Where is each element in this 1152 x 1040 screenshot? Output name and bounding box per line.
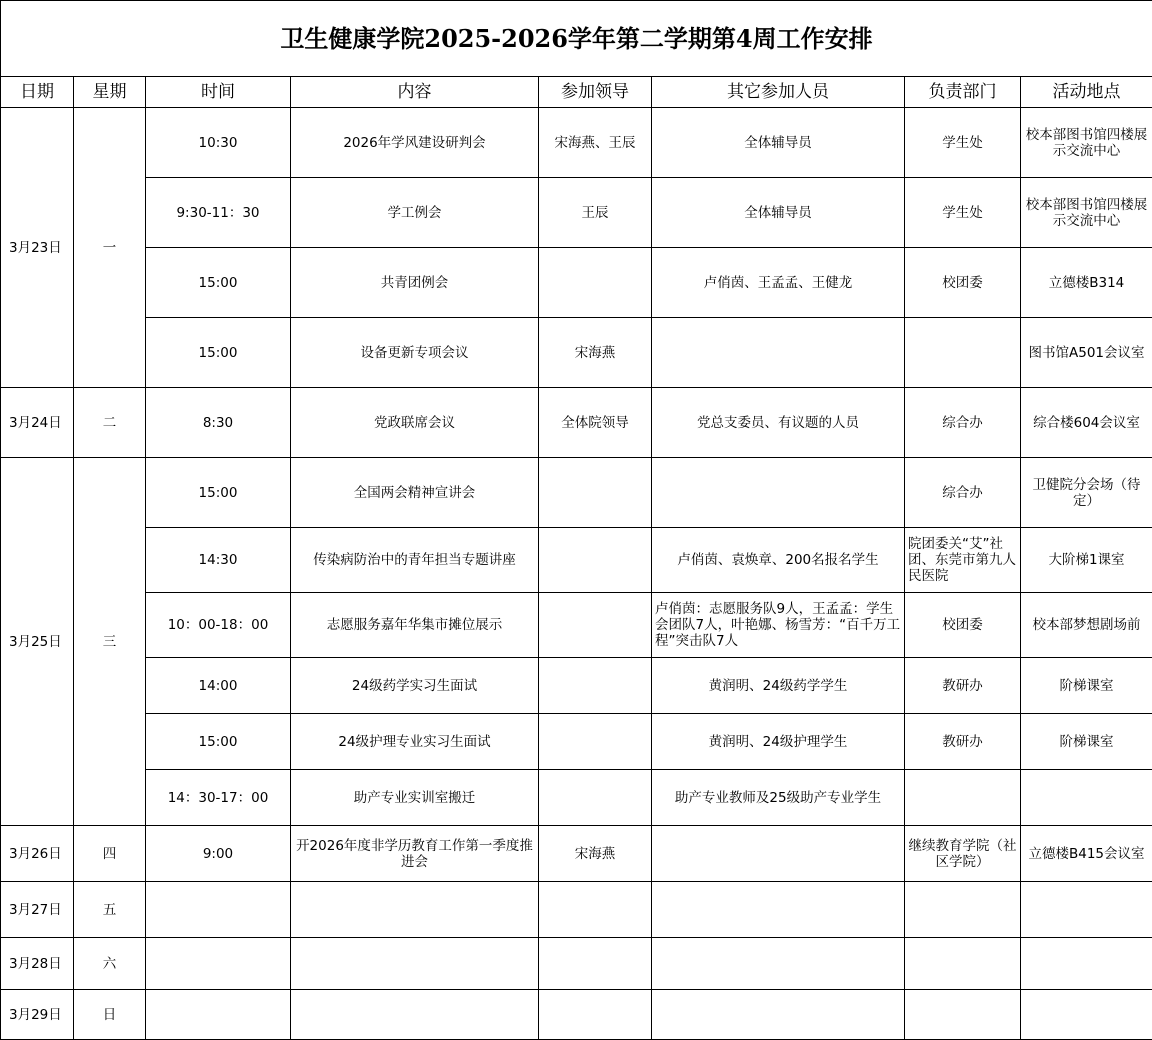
time-cell: 15:00	[146, 458, 291, 528]
weekday-cell: 六	[74, 938, 146, 990]
leaders-cell: 王辰	[539, 178, 652, 248]
content-cell: 全国两会精神宣讲会	[291, 458, 539, 528]
place-cell: 立德楼B415会议室	[1021, 826, 1152, 882]
place-cell: 立德楼B314	[1021, 248, 1152, 318]
table-row	[1, 458, 1152, 528]
page-title: 卫生健康学院2025-2026学年第二学期第4周工作安排	[1, 1, 1152, 77]
weekday-cell: 一	[74, 108, 146, 388]
place-cell: 阶梯课室	[1021, 658, 1152, 714]
header-weekday: 星期	[74, 77, 146, 108]
table-row	[1, 770, 1152, 826]
dept-cell: 综合办	[905, 388, 1021, 458]
header-others: 其它参加人员	[652, 77, 905, 108]
weekday-cell: 四	[74, 826, 146, 882]
time-cell: 10:30	[146, 108, 291, 178]
leaders-cell	[539, 770, 652, 826]
time-cell: 14:30	[146, 528, 291, 593]
dept-cell: 校团委	[905, 593, 1021, 658]
place-cell	[1021, 770, 1152, 826]
others-cell: 党总支委员、有议题的人员	[652, 388, 905, 458]
content-cell: 传染病防治中的青年担当专题讲座	[291, 528, 539, 593]
place-cell: 阶梯课室	[1021, 714, 1152, 770]
header-place: 活动地点	[1021, 77, 1152, 108]
content-cell	[291, 938, 539, 990]
place-cell: 校本部图书馆四楼展示交流中心	[1021, 178, 1152, 248]
weekday-cell: 二	[74, 388, 146, 458]
content-cell: 学工例会	[291, 178, 539, 248]
others-cell	[652, 318, 905, 388]
time-cell: 10：00-18：00	[146, 593, 291, 658]
header-row	[1, 77, 1152, 108]
place-cell: 大阶梯1课室	[1021, 528, 1152, 593]
time-cell: 9:00	[146, 826, 291, 882]
leaders-cell	[539, 458, 652, 528]
time-cell	[146, 882, 291, 938]
others-cell: 卢俏茵、袁焕章、200名报名学生	[652, 528, 905, 593]
others-cell: 卢俏茵、王孟孟、王健龙	[652, 248, 905, 318]
others-cell	[652, 458, 905, 528]
dept-cell	[905, 318, 1021, 388]
time-cell: 9:30-11：30	[146, 178, 291, 248]
leaders-cell	[539, 658, 652, 714]
table-row	[1, 938, 1152, 990]
time-cell: 15:00	[146, 318, 291, 388]
place-cell: 卫健院分会场（待定）	[1021, 458, 1152, 528]
others-cell	[652, 990, 905, 1040]
content-cell: 志愿服务嘉年华集市摊位展示	[291, 593, 539, 658]
content-cell: 24级护理专业实习生面试	[291, 714, 539, 770]
date-cell: 3月26日	[1, 826, 74, 882]
content-cell: 24级药学实习生面试	[291, 658, 539, 714]
content-cell	[291, 882, 539, 938]
time-cell: 14:00	[146, 658, 291, 714]
dept-cell	[905, 990, 1021, 1040]
header-dept: 负责部门	[905, 77, 1021, 108]
dept-cell: 学生处	[905, 178, 1021, 248]
leaders-cell	[539, 938, 652, 990]
dept-cell	[905, 770, 1021, 826]
dept-cell: 校团委	[905, 248, 1021, 318]
others-cell	[652, 882, 905, 938]
place-cell: 校本部图书馆四楼展示交流中心	[1021, 108, 1152, 178]
place-cell	[1021, 882, 1152, 938]
content-cell: 共青团例会	[291, 248, 539, 318]
leaders-cell: 宋海燕	[539, 318, 652, 388]
others-cell: 黄润明、24级药学学生	[652, 658, 905, 714]
time-cell: 15:00	[146, 248, 291, 318]
date-cell: 3月28日	[1, 938, 74, 990]
content-cell: 开2026年度非学历教育工作第一季度推进会	[291, 826, 539, 882]
place-cell: 图书馆A501会议室	[1021, 318, 1152, 388]
date-cell: 3月23日	[1, 108, 74, 388]
table-row	[1, 248, 1152, 318]
content-cell: 党政联席会议	[291, 388, 539, 458]
table-row	[1, 178, 1152, 248]
header-time: 时间	[146, 77, 291, 108]
leaders-cell: 全体院领导	[539, 388, 652, 458]
table-row	[1, 528, 1152, 593]
dept-cell: 继续教育学院（社区学院）	[905, 826, 1021, 882]
date-cell: 3月24日	[1, 388, 74, 458]
title-row	[1, 1, 1152, 77]
content-cell	[291, 990, 539, 1040]
table-row	[1, 593, 1152, 658]
table-row	[1, 826, 1152, 882]
time-cell	[146, 938, 291, 990]
dept-cell: 综合办	[905, 458, 1021, 528]
header-content: 内容	[291, 77, 539, 108]
leaders-cell	[539, 248, 652, 318]
leaders-cell	[539, 714, 652, 770]
leaders-cell	[539, 528, 652, 593]
others-cell: 黄润明、24级护理学生	[652, 714, 905, 770]
table-row	[1, 658, 1152, 714]
place-cell: 校本部梦想剧场前	[1021, 593, 1152, 658]
table-row	[1, 882, 1152, 938]
dept-cell	[905, 882, 1021, 938]
others-cell	[652, 938, 905, 990]
leaders-cell: 宋海燕	[539, 826, 652, 882]
content-cell: 2026年学风建设研判会	[291, 108, 539, 178]
date-cell: 3月29日	[1, 990, 74, 1040]
time-cell	[146, 990, 291, 1040]
time-cell: 8:30	[146, 388, 291, 458]
header-date: 日期	[1, 77, 74, 108]
dept-cell: 教研办	[905, 714, 1021, 770]
time-cell: 14：30-17：00	[146, 770, 291, 826]
others-cell: 卢俏茵：志愿服务队9人，王孟孟：学生会团队7人，叶艳娜、杨雪芳：“百千万工程”突击队7人	[652, 593, 905, 658]
date-cell: 3月25日	[1, 458, 74, 826]
others-cell: 全体辅导员	[652, 178, 905, 248]
table-row	[1, 318, 1152, 388]
leaders-cell: 宋海燕、王辰	[539, 108, 652, 178]
weekday-cell: 三	[74, 458, 146, 826]
place-cell	[1021, 990, 1152, 1040]
others-cell: 全体辅导员	[652, 108, 905, 178]
content-cell: 助产专业实训室搬迁	[291, 770, 539, 826]
content-cell: 设备更新专项会议	[291, 318, 539, 388]
table-row	[1, 990, 1152, 1040]
date-cell: 3月27日	[1, 882, 74, 938]
others-cell: 助产专业教师及25级助产专业学生	[652, 770, 905, 826]
weekday-cell: 五	[74, 882, 146, 938]
dept-cell: 学生处	[905, 108, 1021, 178]
table-row	[1, 388, 1152, 458]
header-leaders: 参加领导	[539, 77, 652, 108]
others-cell	[652, 826, 905, 882]
table-row	[1, 108, 1152, 178]
dept-cell: 院团委关“艾”社团、东莞市第九人民医院	[905, 528, 1021, 593]
dept-cell: 教研办	[905, 658, 1021, 714]
weekday-cell: 日	[74, 990, 146, 1040]
leaders-cell	[539, 593, 652, 658]
time-cell: 15:00	[146, 714, 291, 770]
leaders-cell	[539, 990, 652, 1040]
place-cell: 综合楼604会议室	[1021, 388, 1152, 458]
table-row	[1, 714, 1152, 770]
dept-cell	[905, 938, 1021, 990]
place-cell	[1021, 938, 1152, 990]
leaders-cell	[539, 882, 652, 938]
